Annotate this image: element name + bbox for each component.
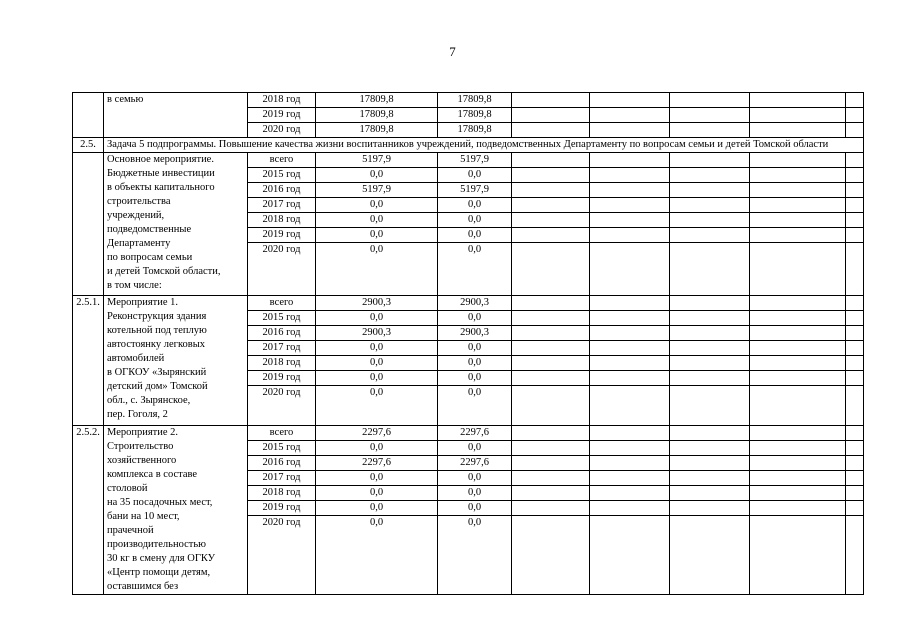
description-line: учреждений,: [107, 210, 165, 221]
empty-cell: [590, 213, 670, 228]
empty-cell: [846, 123, 864, 138]
value-cell: 5197,9: [438, 153, 512, 168]
empty-cell: [750, 516, 846, 595]
empty-cell: [750, 501, 846, 516]
empty-cell: [750, 295, 846, 310]
empty-cell: [512, 183, 590, 198]
budget-table: [72, 92, 864, 595]
description-line: обл., с. Зырянское,: [107, 394, 191, 406]
value-cell: 17809,8: [438, 93, 512, 108]
empty-cell: [512, 243, 590, 296]
empty-cell: [670, 183, 750, 198]
year-cell: 2020 год: [248, 243, 316, 296]
empty-cell: [750, 243, 846, 296]
empty-cell: [512, 168, 590, 183]
empty-cell: [750, 198, 846, 213]
value-cell: 0,0: [316, 228, 438, 243]
value-cell: 0,0: [438, 471, 512, 486]
description-line: Основное мероприятие.: [107, 154, 214, 165]
empty-cell: [846, 441, 864, 456]
empty-cell: [670, 340, 750, 355]
empty-cell: [590, 168, 670, 183]
description-line: в ОГКОУ «Зырянский: [107, 366, 207, 378]
value-cell: 0,0: [316, 310, 438, 325]
year-cell: 2015 год: [248, 168, 316, 183]
empty-cell: [846, 168, 864, 183]
year-cell: 2018 год: [248, 355, 316, 370]
value-cell: 0,0: [438, 441, 512, 456]
value-cell: 2900,3: [316, 325, 438, 340]
empty-cell: [846, 471, 864, 486]
empty-cell: [670, 295, 750, 310]
value-cell: 2297,6: [316, 456, 438, 471]
empty-cell: [750, 93, 846, 108]
value-cell: 0,0: [438, 516, 512, 595]
empty-cell: [846, 183, 864, 198]
value-cell: 0,0: [438, 340, 512, 355]
empty-cell: [670, 516, 750, 595]
empty-cell: [750, 123, 846, 138]
empty-cell: [670, 355, 750, 370]
empty-cell: [590, 93, 670, 108]
empty-cell: [670, 153, 750, 168]
description-line: Строительство: [107, 440, 174, 452]
empty-cell: [750, 471, 846, 486]
year-cell: 2017 год: [248, 340, 316, 355]
description-line: хозяйственного: [107, 454, 177, 466]
empty-cell: [670, 198, 750, 213]
empty-cell: [512, 93, 590, 108]
empty-cell: [750, 108, 846, 123]
empty-cell: [590, 516, 670, 595]
value-cell: 0,0: [438, 198, 512, 213]
value-cell: 17809,8: [438, 108, 512, 123]
value-cell: 0,0: [438, 213, 512, 228]
description-line: по вопросам семьи: [107, 252, 193, 263]
row-description: [104, 295, 248, 425]
year-cell: 2019 год: [248, 228, 316, 243]
empty-cell: [846, 501, 864, 516]
empty-cell: [670, 501, 750, 516]
task-row: [73, 138, 864, 153]
task-text: Задача 5 подпрограммы. Повышение качества жизни воспитанников учреждений, подведомственных Департаменту по вопросам семьи и детей Томской области: [104, 138, 864, 153]
empty-cell: [512, 425, 590, 440]
description-line: пер. Гоголя, 2: [107, 408, 168, 420]
year-cell: 2015 год: [248, 310, 316, 325]
value-cell: 17809,8: [438, 123, 512, 138]
year-cell: 2020 год: [248, 516, 316, 595]
description-line: в объекты капитального: [107, 182, 215, 193]
value-cell: 0,0: [316, 516, 438, 595]
description-line: 30 кг в смену для ОГКУ: [107, 552, 216, 564]
task-code: 2.5.: [73, 138, 104, 153]
value-cell: 0,0: [438, 501, 512, 516]
value-cell: 0,0: [438, 228, 512, 243]
value-cell: 0,0: [316, 243, 438, 296]
year-cell: 2017 год: [248, 471, 316, 486]
empty-cell: [670, 310, 750, 325]
description-line: Мероприятие 2.: [107, 426, 179, 438]
description-line: Реконструкция здания: [107, 310, 207, 322]
empty-cell: [846, 456, 864, 471]
empty-cell: [512, 325, 590, 340]
empty-cell: [590, 471, 670, 486]
empty-cell: [512, 370, 590, 385]
empty-cell: [670, 325, 750, 340]
value-cell: 0,0: [316, 486, 438, 501]
empty-cell: [750, 228, 846, 243]
year-cell: всего: [248, 153, 316, 168]
description-line: Бюджетные инвестиции: [107, 168, 215, 179]
empty-cell: [846, 516, 864, 595]
description-line: прачечной: [107, 524, 154, 536]
empty-cell: [846, 108, 864, 123]
empty-cell: [590, 108, 670, 123]
value-cell: 0,0: [316, 168, 438, 183]
empty-cell: [670, 228, 750, 243]
empty-cell: [846, 228, 864, 243]
value-cell: 2900,3: [438, 295, 512, 310]
empty-cell: [670, 243, 750, 296]
value-cell: 0,0: [438, 168, 512, 183]
empty-cell: [846, 370, 864, 385]
empty-cell: [590, 325, 670, 340]
empty-cell: [590, 486, 670, 501]
empty-cell: [846, 153, 864, 168]
empty-cell: [512, 228, 590, 243]
table-row: [73, 425, 864, 440]
empty-cell: [512, 456, 590, 471]
empty-cell: [512, 385, 590, 425]
empty-cell: [750, 370, 846, 385]
empty-cell: [670, 486, 750, 501]
value-cell: 0,0: [438, 486, 512, 501]
value-cell: 2297,6: [438, 425, 512, 440]
empty-cell: [590, 425, 670, 440]
empty-cell: [512, 501, 590, 516]
description-line: автомобилей: [107, 352, 165, 364]
empty-cell: [590, 355, 670, 370]
year-cell: 2018 год: [248, 93, 316, 108]
description-line: «Центр помощи детям,: [107, 566, 211, 578]
description-line: оставшимся без: [107, 580, 179, 592]
empty-cell: [512, 123, 590, 138]
year-cell: 2016 год: [248, 183, 316, 198]
empty-cell: [846, 93, 864, 108]
empty-cell: [750, 310, 846, 325]
table-row: [73, 295, 864, 310]
year-cell: 2018 год: [248, 213, 316, 228]
empty-cell: [846, 295, 864, 310]
year-cell: 2015 год: [248, 441, 316, 456]
empty-cell: [590, 340, 670, 355]
year-cell: 2020 год: [248, 385, 316, 425]
empty-cell: [750, 385, 846, 425]
empty-cell: [846, 325, 864, 340]
value-cell: 0,0: [438, 243, 512, 296]
year-cell: 2018 год: [248, 486, 316, 501]
empty-cell: [590, 183, 670, 198]
row-code: [73, 153, 104, 296]
empty-cell: [670, 168, 750, 183]
description-line: столовой: [107, 482, 148, 494]
empty-cell: [512, 108, 590, 123]
year-cell: 2019 год: [248, 370, 316, 385]
description-line: котельной под теплую: [107, 324, 207, 336]
value-cell: 0,0: [316, 340, 438, 355]
row-description: [104, 425, 248, 594]
description-line: подведомственные: [107, 224, 192, 235]
page-number: 7: [449, 44, 456, 59]
empty-cell: [590, 501, 670, 516]
row-code: 2.5.2.: [73, 425, 104, 594]
empty-cell: [590, 123, 670, 138]
value-cell: 17809,8: [316, 93, 438, 108]
empty-cell: [512, 486, 590, 501]
empty-cell: [750, 355, 846, 370]
empty-cell: [512, 153, 590, 168]
description-line: автостоянку легковых: [107, 338, 206, 350]
empty-cell: [750, 486, 846, 501]
empty-cell: [846, 355, 864, 370]
value-cell: 2297,6: [316, 425, 438, 440]
row-description: в семью: [104, 93, 248, 138]
row-description: [104, 153, 248, 296]
empty-cell: [846, 486, 864, 501]
empty-cell: [512, 295, 590, 310]
empty-cell: [590, 295, 670, 310]
description-line: на 35 посадочных мест,: [107, 496, 213, 508]
empty-cell: [590, 198, 670, 213]
empty-cell: [750, 183, 846, 198]
year-cell: 2020 год: [248, 123, 316, 138]
empty-cell: [750, 213, 846, 228]
row-code: 2.5.1.: [73, 295, 104, 425]
empty-cell: [670, 441, 750, 456]
description-line: бани на 10 мест,: [107, 510, 180, 522]
description-line: комплекса в составе: [107, 468, 198, 480]
value-cell: 0,0: [316, 355, 438, 370]
empty-cell: [846, 243, 864, 296]
value-cell: 0,0: [316, 385, 438, 425]
empty-cell: [846, 425, 864, 440]
empty-cell: [750, 441, 846, 456]
empty-cell: [670, 93, 750, 108]
year-cell: 2019 год: [248, 108, 316, 123]
value-cell: 0,0: [316, 370, 438, 385]
value-cell: 0,0: [316, 198, 438, 213]
description-line: в том числе:: [107, 280, 162, 291]
empty-cell: [846, 340, 864, 355]
value-cell: 0,0: [438, 355, 512, 370]
empty-cell: [846, 198, 864, 213]
description-line: и детей Томской области,: [107, 266, 221, 277]
empty-cell: [670, 370, 750, 385]
empty-cell: [846, 385, 864, 425]
value-cell: 17809,8: [316, 108, 438, 123]
year-cell: 2017 год: [248, 198, 316, 213]
empty-cell: [846, 310, 864, 325]
empty-cell: [590, 370, 670, 385]
empty-cell: [590, 228, 670, 243]
description-line: строительства: [107, 196, 171, 207]
empty-cell: [590, 456, 670, 471]
description-line: Мероприятие 1.: [107, 296, 179, 308]
empty-cell: [750, 325, 846, 340]
empty-cell: [670, 456, 750, 471]
empty-cell: [670, 425, 750, 440]
empty-cell: [670, 108, 750, 123]
empty-cell: [670, 213, 750, 228]
empty-cell: [590, 153, 670, 168]
empty-cell: [512, 441, 590, 456]
description-line: детский дом» Томской: [107, 380, 208, 392]
empty-cell: [750, 153, 846, 168]
value-cell: 5197,9: [316, 153, 438, 168]
empty-cell: [670, 385, 750, 425]
empty-cell: [750, 425, 846, 440]
value-cell: 2900,3: [316, 295, 438, 310]
value-cell: 5197,9: [316, 183, 438, 198]
empty-cell: [590, 441, 670, 456]
value-cell: 0,0: [316, 471, 438, 486]
year-cell: 2016 год: [248, 456, 316, 471]
table-row: [73, 153, 864, 168]
empty-cell: [590, 385, 670, 425]
empty-cell: [750, 340, 846, 355]
empty-cell: [750, 168, 846, 183]
description-line: производительностью: [107, 538, 206, 550]
value-cell: 2297,6: [438, 456, 512, 471]
description-line: Департаменту: [107, 238, 171, 249]
year-cell: всего: [248, 425, 316, 440]
year-cell: 2016 год: [248, 325, 316, 340]
empty-cell: [512, 310, 590, 325]
value-cell: 0,0: [438, 310, 512, 325]
empty-cell: [512, 516, 590, 595]
row-code: [73, 93, 104, 138]
empty-cell: [512, 471, 590, 486]
year-cell: 2019 год: [248, 501, 316, 516]
empty-cell: [590, 310, 670, 325]
value-cell: 0,0: [316, 213, 438, 228]
empty-cell: [750, 456, 846, 471]
value-cell: 17809,8: [316, 123, 438, 138]
value-cell: 0,0: [438, 370, 512, 385]
empty-cell: [590, 243, 670, 296]
value-cell: 0,0: [316, 441, 438, 456]
value-cell: 0,0: [316, 501, 438, 516]
empty-cell: [512, 355, 590, 370]
value-cell: 2900,3: [438, 325, 512, 340]
year-cell: всего: [248, 295, 316, 310]
value-cell: 5197,9: [438, 183, 512, 198]
empty-cell: [670, 471, 750, 486]
empty-cell: [670, 123, 750, 138]
empty-cell: [846, 213, 864, 228]
table-row: [73, 93, 864, 108]
value-cell: 0,0: [438, 385, 512, 425]
empty-cell: [512, 213, 590, 228]
empty-cell: [512, 198, 590, 213]
empty-cell: [512, 340, 590, 355]
